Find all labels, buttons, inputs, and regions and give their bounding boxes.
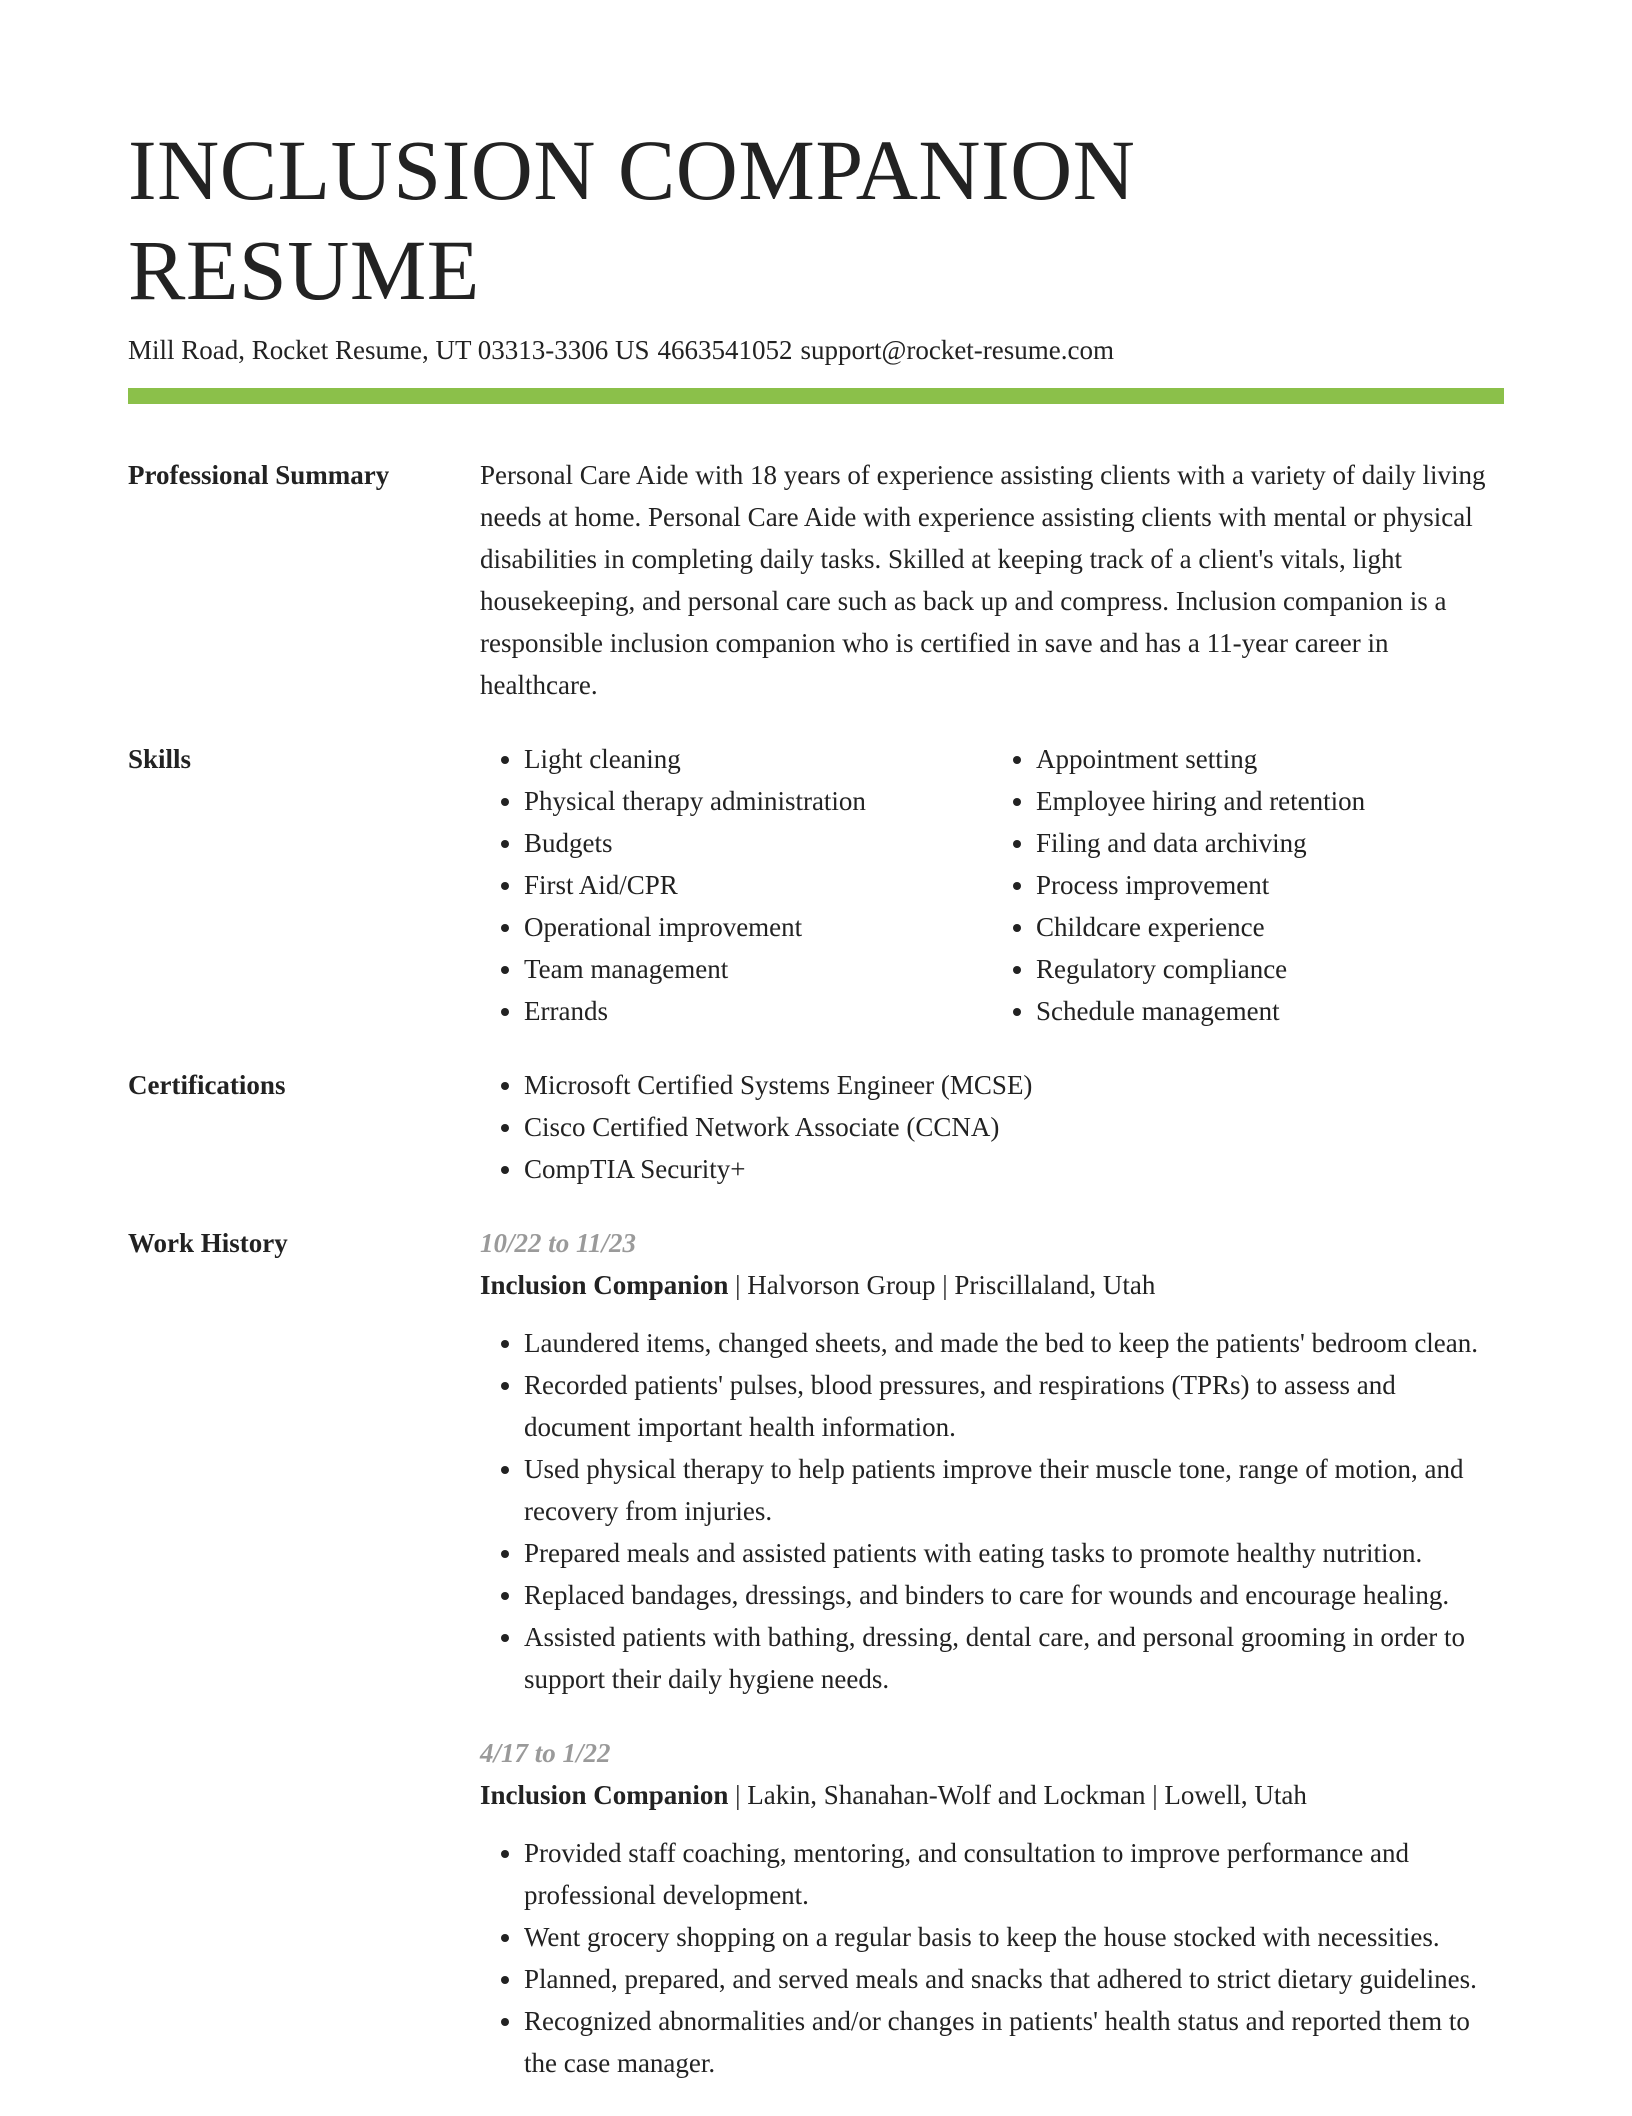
skill-item: • Light cleaning — [524, 738, 992, 780]
skills-list-right — [992, 738, 1504, 1032]
job-heading — [480, 1774, 1504, 1816]
job-dates: 10/22 to 11/23 — [480, 1228, 637, 1258]
contact-address: Mill Road, Rocket Resume, UT 03313-3306 US — [128, 335, 650, 365]
skill-item: • Budgets — [524, 822, 992, 864]
skill-item: • Operational improvement — [524, 906, 992, 948]
skill-item: • First Aid/CPR — [524, 864, 992, 906]
certification-item: • Microsoft Certified Systems Engineer (MCSE) — [524, 1064, 1504, 1106]
job-bullet: • Went grocery shopping on a regular basis to keep the house stocked with necessities. — [524, 1916, 1504, 1958]
certifications-section — [128, 1064, 1504, 1190]
summary-section — [128, 454, 1504, 706]
work-history-section — [128, 1222, 1504, 2116]
job-details: | Lakin, Shanahan-Wolf and Lockman | Lowell, Utah — [728, 1780, 1307, 1810]
resume-title: INCLUSION COMPANION RESUME — [128, 122, 1136, 318]
section-label-work-history: Work History — [128, 1228, 288, 1258]
certification-item: • Cisco Certified Network Associate (CCNA) — [524, 1106, 1504, 1148]
job-bullets — [480, 1322, 1504, 1700]
skills-section — [128, 738, 1504, 1032]
job-entry — [480, 1732, 1504, 2084]
job-bullet: • Prepared meals and assisted patients with eating tasks to promote healthy nutrition. — [524, 1532, 1504, 1574]
header-divider — [128, 388, 1504, 404]
job-entry — [480, 1222, 1504, 1700]
skill-item: • Process improvement — [1036, 864, 1504, 906]
skill-item: • Childcare experience — [1036, 906, 1504, 948]
job-bullet: • Laundered items, changed sheets, and made the bed to keep the patients' bedroom clean. — [524, 1322, 1504, 1364]
job-bullet: • Provided staff coaching, mentoring, and consultation to improve performance and professional development. — [524, 1832, 1504, 1916]
certification-item: • CompTIA Security+ — [524, 1148, 1504, 1190]
skill-item: • Regulatory compliance — [1036, 948, 1504, 990]
skill-item: • Schedule management — [1036, 990, 1504, 1032]
section-label-summary: Professional Summary — [128, 460, 390, 490]
skill-item: • Physical therapy administration — [524, 780, 992, 822]
job-title: Inclusion Companion — [480, 1780, 729, 1810]
contact-email: support@rocket-resume.com — [800, 335, 1115, 365]
job-bullet: • Assisted patients with bathing, dressing, dental care, and personal grooming in order to support their daily hygiene needs. — [524, 1616, 1504, 1700]
job-bullet: • Planned, prepared, and served meals and snacks that adhered to strict dietary guidelines. — [524, 1958, 1504, 2000]
skill-item: • Errands — [524, 990, 992, 1032]
job-bullet: • Used physical therapy to help patients improve their muscle tone, range of motion, and recovery from injuries. — [524, 1448, 1504, 1532]
job-heading — [480, 1264, 1504, 1306]
skill-item: • Team management — [524, 948, 992, 990]
job-dates: 4/17 to 1/22 — [480, 1738, 611, 1768]
contact-phone: 4663541052 — [657, 335, 793, 365]
job-bullet: • Recorded patients' pulses, blood pressures, and respirations (TPRs) to assess and document important health information. — [524, 1364, 1504, 1448]
skills-list-left — [480, 738, 992, 1032]
job-bullet: • Replaced bandages, dressings, and binders to care for wounds and encourage healing. — [524, 1574, 1504, 1616]
section-label-certifications: Certifications — [128, 1070, 286, 1100]
job-bullet: • Recognized abnormalities and/or changes in patients' health status and reported them to the case manager. — [524, 2000, 1504, 2084]
skill-item: • Appointment setting — [1036, 738, 1504, 780]
job-title: Inclusion Companion — [480, 1270, 729, 1300]
skill-item: • Employee hiring and retention — [1036, 780, 1504, 822]
summary-text: Personal Care Aide with 18 years of experience assisting clients with a variety of daily living needs at home. Personal Care Aide with experience assisting clients with mental or physical disabilities in completing daily tasks. Skilled at keeping track of a client's vitals, light housekeeping, and personal care such as back up and compress. Inclusion companion is a responsible inclusion companion who is certified in save and has a 11-year career in healthcare. — [480, 460, 1486, 700]
contact-line — [128, 332, 1504, 368]
job-bullets — [480, 1832, 1504, 2084]
job-details: | Halvorson Group | Priscillaland, Utah — [728, 1270, 1156, 1300]
section-label-skills: Skills — [128, 744, 192, 774]
skill-item: • Filing and data archiving — [1036, 822, 1504, 864]
certifications-list — [480, 1064, 1504, 1190]
